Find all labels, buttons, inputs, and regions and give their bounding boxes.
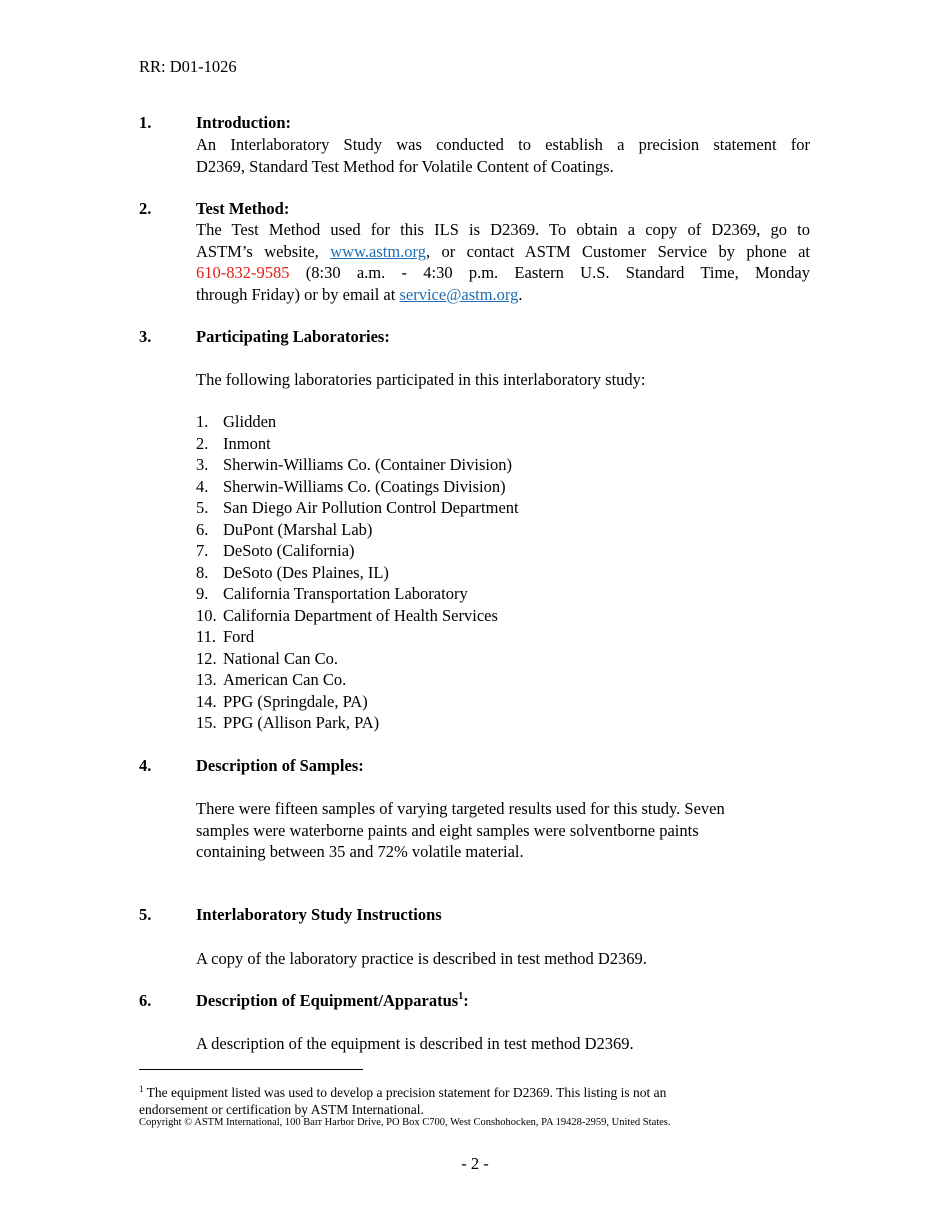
section-3-intro: The following laboratories participated in this interlaboratory study: (196, 370, 646, 389)
laboratory-number: 7. (196, 541, 209, 560)
section-2-line-2b: , or contact ASTM Customer Service by phone at (425, 241, 811, 261)
laboratory-list-item (196, 626, 519, 648)
laboratory-list-item (196, 433, 519, 455)
copyright-notice: Copyright © ASTM International, 100 Barr Harbor Drive, PO Box C700, West Conshohocken, PA 19428-2959, United States. (139, 1117, 671, 1128)
page-number: - 2 - (461, 1154, 489, 1173)
section-2-line-2 (196, 241, 810, 263)
section-1-number: 1. (139, 113, 152, 132)
laboratory-name: California Department of Health Services (223, 605, 498, 625)
section-2-line-4b: . (518, 284, 523, 304)
section-1-body (196, 134, 810, 177)
section-4-number: 4. (139, 756, 152, 775)
laboratory-number: 3. (196, 455, 209, 474)
section-5-number: 5. (139, 905, 152, 924)
section-2-title: Test Method: (196, 199, 290, 218)
laboratory-number: 1. (196, 412, 209, 431)
laboratory-list-item (196, 476, 519, 498)
laboratory-number: 8. (196, 562, 209, 582)
section-2-line-3b: (8:30 a.m. - 4:30 p.m. Eastern U.S. Standard Time, Monday (289, 263, 810, 282)
laboratory-list-item (196, 712, 519, 734)
laboratory-name: PPG (Springdale, PA) (223, 691, 368, 711)
section-1-line-2: D2369, Standard Test Method for Volatile Content of Coatings. (196, 156, 614, 176)
laboratory-list (196, 411, 519, 734)
section-2-body (196, 219, 810, 305)
laboratory-number: 2. (196, 433, 209, 453)
laboratory-list-item (196, 691, 519, 713)
section-2-line-1: The Test Method used for this ILS is D2369. To obtain a copy of D2369, go to (196, 220, 810, 239)
section-6-body: A description of the equipment is described in test method D2369. (196, 1034, 634, 1053)
footnote-divider (139, 1069, 363, 1070)
section-2-line-4a: through Friday) or by email at (196, 284, 400, 304)
service-email-link[interactable]: service@astm.org (399, 284, 519, 304)
laboratory-number: 5. (196, 498, 209, 517)
section-3-title: Participating Laboratories: (196, 327, 390, 346)
laboratory-name: DeSoto (Des Plaines, IL) (223, 562, 389, 582)
astm-website-link[interactable]: www.astm.org (330, 241, 426, 261)
section-4-line-2: samples were waterborne paints and eight samples were solventborne paints (196, 820, 699, 840)
laboratory-number: 12. (196, 648, 217, 668)
section-6-number: 6. (139, 991, 152, 1010)
section-4-line-1: There were fifteen samples of varying targeted results used for this study. Seven (196, 799, 725, 818)
section-4-line-3: containing between 35 and 72% volatile material. (196, 842, 524, 861)
laboratory-number: 4. (196, 476, 209, 496)
laboratory-number: 13. (196, 670, 217, 689)
laboratory-number: 15. (196, 713, 217, 732)
laboratory-name: Inmont (223, 433, 271, 453)
section-5-body: A copy of the laboratory practice is described in test method D2369. (196, 949, 647, 968)
laboratory-name: San Diego Air Pollution Control Department (223, 498, 519, 517)
laboratory-number: 14. (196, 691, 217, 711)
footnote-reference: 1 (458, 991, 464, 1002)
section-2-line-2a: ASTM’s website, (196, 241, 331, 261)
section-2-number: 2. (139, 199, 152, 218)
footnote (139, 1081, 819, 1118)
laboratory-name: DuPont (Marshal Lab) (223, 519, 373, 539)
section-5-title: Interlaboratory Study Instructions (196, 905, 442, 924)
report-id: RR: D01-1026 (139, 57, 237, 76)
section-3-number: 3. (139, 327, 152, 346)
footnote-mark: 1 (139, 1084, 144, 1094)
laboratory-list-item (196, 519, 519, 541)
laboratory-number: 10. (196, 605, 217, 625)
laboratory-name: Sherwin-Williams Co. (Container Division) (223, 455, 512, 474)
laboratory-list-item (196, 540, 519, 562)
laboratory-list-item (196, 583, 519, 605)
laboratory-name: California Transportation Laboratory (223, 584, 468, 603)
laboratory-list-item (196, 648, 519, 670)
laboratory-list-item (196, 562, 519, 584)
laboratory-name: Sherwin-Williams Co. (Coatings Division) (223, 476, 506, 496)
section-6-title (196, 991, 469, 1011)
laboratory-name: National Can Co. (223, 648, 339, 668)
footnote-line-2: endorsement or certification by ASTM International. (139, 1102, 424, 1117)
customer-service-phone: 610-832-9585 (196, 263, 290, 282)
laboratory-name: DeSoto (California) (223, 541, 355, 560)
section-4-title: Description of Samples: (196, 756, 364, 775)
section-1-title: Introduction: (196, 113, 292, 132)
laboratory-name: PPG (Allison Park, PA) (223, 713, 380, 732)
laboratory-list-item (196, 454, 519, 476)
laboratory-name: American Can Co. (223, 670, 347, 689)
footnote-line-1: The equipment listed was used to develop a precision statement for D2369. This listing is not an (143, 1085, 667, 1100)
laboratory-list-item (196, 605, 519, 627)
section-6-title-text: Description of Equipment/Apparatus (196, 991, 459, 1010)
laboratory-name: Glidden (223, 412, 277, 431)
laboratory-number: 11. (196, 627, 217, 646)
laboratory-number: 6. (196, 519, 209, 539)
laboratory-name: Ford (223, 627, 255, 646)
section-1-line-1: An Interlaboratory Study was conducted to establish a precision statement for (196, 135, 810, 154)
section-6-title-end: : (463, 991, 469, 1010)
laboratory-number: 9. (196, 584, 209, 603)
section-4-body (196, 798, 810, 863)
laboratory-list-item (196, 669, 519, 691)
section-2-line-4 (196, 284, 810, 306)
laboratory-list-item (196, 411, 519, 433)
section-2-line-3 (196, 262, 810, 284)
laboratory-list-item (196, 497, 519, 519)
